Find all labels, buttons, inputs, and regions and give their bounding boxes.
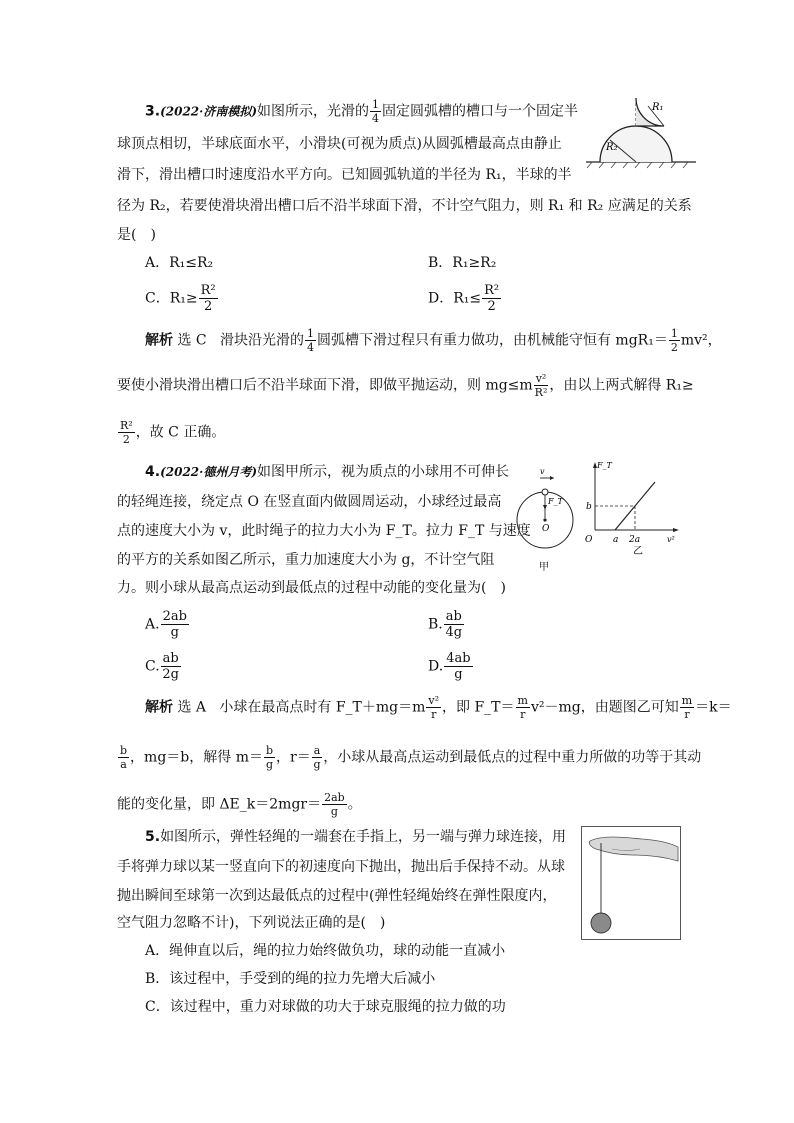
q5-option-b[interactable]: B．该过程中，手受到的绳的拉力先增大后减小 xyxy=(145,971,436,987)
s3-line-1: 解析 选 C 滑块沿光滑的 $\frac{1}{4}$ 圆弧槽下滑过程只有重力做功，由机械能守恒有 mgR₁＝ $\frac{1}{2}$ mv²， xyxy=(145,327,722,354)
q4-number: 4. xyxy=(145,464,161,480)
s4-line-2: $\frac{b}{a}$ ，mg＝b，解得 m＝ $\frac{b}{g}$ ，r＝ $\frac{a}{g}$ ，小球从最高点运动到最低点的过程中重力所做的功等于其动 xyxy=(120,744,702,771)
q3-r1-label: R₁ xyxy=(652,102,664,113)
q5-line-4: 空气阻力忽略不计)，下列说法正确的是( ) xyxy=(117,915,386,931)
q3-line-4: 径为 R₂，若要使滑块滑出槽口后不沿半球面下滑，不计空气阻力，则 R₁ 和 R₂ 应满足的关系 xyxy=(117,198,692,214)
q4-figure-jia xyxy=(510,458,580,578)
q3-line-5: 是( ) xyxy=(117,227,156,243)
q3-option-b[interactable]: B．R₁≥R₂ xyxy=(428,255,497,271)
q4-line-2: 的轻绳连接，绕定点 O 在竖直面内做圆周运动，小球经过最高 xyxy=(117,494,502,510)
q5-line-1: 5.如图所示，弹性轻绳的一端套在手指上，另一端与弹力球连接，用 xyxy=(145,829,567,845)
s4-line-1: 解析 选 A 小球在最高点时有 F_T＋mg＝m $\frac{\text{v²}}{r}$ ，即 F_T＝ $\frac{m}{r}$ v²－mg，由题图乙可知 $\frac{m}{r}$ ＝k＝ xyxy=(145,694,732,721)
s4-line-3: 能的变化量，即 ΔE_k＝2mgr＝ $\frac{2ab}{g}$ 。 xyxy=(117,791,362,818)
q4-option-c[interactable]: C. $\frac{ab}{2g}$ xyxy=(145,651,179,682)
q3-fraction: $\frac{1}{4}$ xyxy=(372,98,379,125)
q5-line-2: 手将弹力球以某一竖直向下的初速度向下抛出，抛出后手保持不动。从球 xyxy=(117,859,565,875)
s3-line-2: 要使小滑块滑出槽口后不沿半球面下滑，即做平抛运动，则 mg≤m $\frac{\text{v²}}{\text{R²}}$ ，由以上两式解得 R₁≥ xyxy=(117,372,694,399)
q4-line-1: 4.(2022·德州月考)如图甲所示，视为质点的小球用不可伸长 xyxy=(145,464,509,480)
q3-option-a[interactable]: A．R₁≤R₂ xyxy=(145,255,214,271)
q4-line-3: 点的速度大小为 v，此时绳子的拉力大小为 F_T。拉力 F_T 与速度 xyxy=(117,523,531,539)
svg-text:乙: 乙 xyxy=(633,546,643,557)
svg-text:2a: 2a xyxy=(629,535,641,545)
svg-text:O: O xyxy=(585,535,593,545)
q5-option-a[interactable]: A．绳伸直以后，绳的拉力始终做负功，球的动能一直减小 xyxy=(145,943,506,959)
q3-option-d[interactable]: D．R₁≤ $\frac{\text{R²}}{2}$ xyxy=(428,283,500,314)
q3-source: (2022·济南模拟) xyxy=(160,104,257,119)
q3-line-1: 3.(2022·济南模拟)如图所示，光滑的 $\frac{1}{4}$ 固定圆弧槽的槽口与一个固定半 xyxy=(145,98,578,125)
q3-figure xyxy=(582,92,700,170)
svg-text:v: v xyxy=(540,467,545,476)
q3-line-3: 滑下，滑出槽口时速度沿水平方向。已知圆弧轨道的半径为 R₁，半球的半 xyxy=(117,167,572,183)
q4-line-5: 力。则小球从最高点运动到最低点的过程中动能的变化量为( ) xyxy=(117,580,506,596)
q4-figure-yi xyxy=(583,458,683,578)
q5-line-3: 抛出瞬间至球第一次到达最低点的过程中(弹性轻绳始终在弹性限度内， xyxy=(117,888,557,904)
q3-number: 3. xyxy=(145,103,161,120)
q4-line-4: 的平方的关系如图乙所示，重力加速度大小为 g，不计空气阻 xyxy=(117,552,495,568)
svg-text:a: a xyxy=(613,535,619,545)
q4-option-d[interactable]: D. $\frac{4ab}{g}$ xyxy=(428,651,471,682)
svg-text:O: O xyxy=(542,524,550,534)
q3-option-c[interactable]: C．R₁≥ $\frac{\text{R²}}{2}$ xyxy=(145,283,216,314)
svg-text:F_T: F_T xyxy=(548,497,563,506)
s4-label: 解析 xyxy=(145,699,173,716)
q3-line-2: 球顶点相切，半球底面水平，小滑块(可视为质点)从圆弧槽最高点由静止 xyxy=(117,136,562,152)
svg-text:v²: v² xyxy=(667,535,675,544)
q5-number: 5. xyxy=(145,829,161,845)
q4-source: (2022·德州月考) xyxy=(160,465,257,479)
svg-text:b: b xyxy=(586,502,592,512)
svg-text:F_T: F_T xyxy=(597,461,612,470)
s3-label: 解析 xyxy=(145,332,173,349)
q5-figure xyxy=(581,826,681,940)
q4-option-a[interactable]: A. $\frac{2ab}{g}$ xyxy=(145,609,187,640)
s3-line-3: $\frac{\text{R²}}{2}$ ，故 C 正确。 xyxy=(120,419,226,446)
q3-r2-label: R₂ xyxy=(606,142,618,153)
q4-option-b[interactable]: B. $\frac{ab}{4g}$ xyxy=(428,609,463,640)
svg-text:甲: 甲 xyxy=(539,562,549,573)
q5-option-c[interactable]: C．该过程中，重力对球做的功大于球克服绳的拉力做的功 xyxy=(145,999,506,1015)
